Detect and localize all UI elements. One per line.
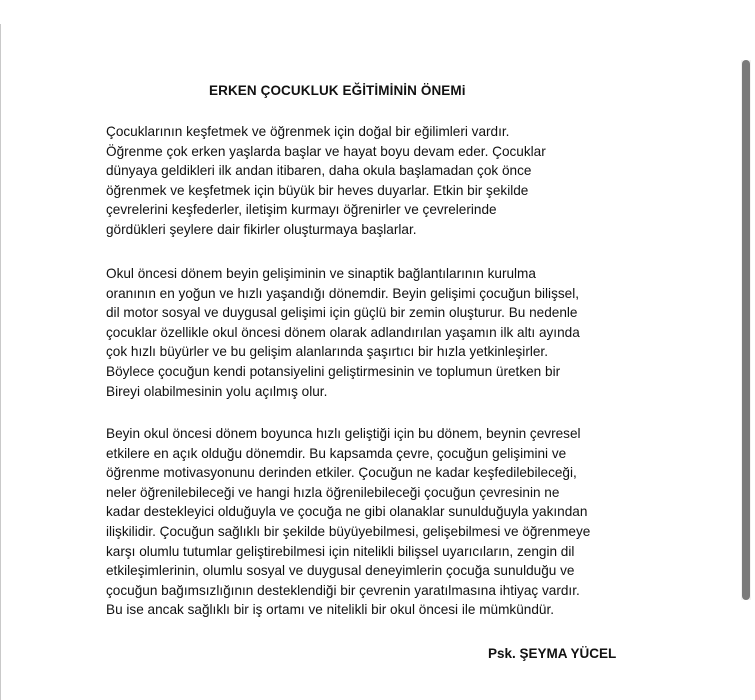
paragraph-3: Beyin okul öncesi dönem boyunca hızlı geliştiği için bu dönem, beynin çevresel etkilere en açık olduğu dönemdir. Bu kapsamda çevre, çocuğun gelişimini ve öğrenme motivasyonunu derinden etkiler. Çocuğun ne kadar keşfedilebileceği, neler öğrenilebileceği ve hangi hızla öğrenilebileceği çocuğun çevresinin ne kadar destekleyici olduğuyla ve çocuğa ne gibi olanaklar sunulduğuyla yakından ilişkilidir. Çocuğun sağlıklı bir şekilde büyüyebilmesi, gelişebilmesi ve öğrenmeye karşı olumlu tutumlar geliştirebilmesi için nitelikli bilişsel uyarıcıların, zengin dil etkileşimlerinin, olumlu sosyal ve duygusal deneyimlerin çocuğa sunulduğu ve çocuğun bağımsızlığının desteklendiği bir çevrenin yaratılmasına ihtiyaç vardır. Bu ise ancak sağlıklı bir iş ortamı ve nitelikli bir okul öncesi ile mümkündür.	[106, 426, 591, 618]
document-title: ERKEN ÇOCUKLUK EĞİTİMİNİN ÖNEMi	[209, 83, 466, 98]
paragraph-2: Okul öncesi dönem beyin gelişiminin ve sinaptik bağlantılarının kurulma oranının en yoğun ve hızlı yaşandığı dönemdir. Beyin gelişimi çocuğun bilişsel, dil motor sosyal ve duygusal gelişimi için güçlü bir zemin oluşturur. Bu nedenle çocuklar özellikle okul öncesi dönem olarak adlandırılan yaşamın ilk altı ayında çok hızlı büyürler ve bu gelişim alanlarında şaşırtıcı bir hızla yetkinleşirler. Böylece çocuğun kendi potansiyelini geliştirmesinin ve toplumun üretken bir Bireyi olabilmesinin yolu açılmış olur.	[106, 266, 580, 399]
signature: Psk. ŞEYMA YÜCEL	[488, 646, 617, 661]
vertical-scrollbar[interactable]	[741, 60, 751, 600]
scrollbar-thumb[interactable]	[742, 60, 750, 600]
paragraph-1: Çocuklarının keşfetmek ve öğrenmek için doğal bir eğilimleri vardır. Öğrenme çok erken yaşlarda başlar ve hayat boyu devam eder. Çocuklar dünyaya geldikleri ilk andan itibaren, daha okula başlamadan çok önce öğrenmek ve keşfetmek için büyük bir heves duyarlar. Etkin bir şekilde çevrelerini keşfederler, iletişim kurmayı öğrenirler ve çevrelerinde gördükleri şeylere dair fikirler oluşturmaya başlarlar.	[106, 124, 546, 237]
page-left-edge	[0, 24, 1, 700]
